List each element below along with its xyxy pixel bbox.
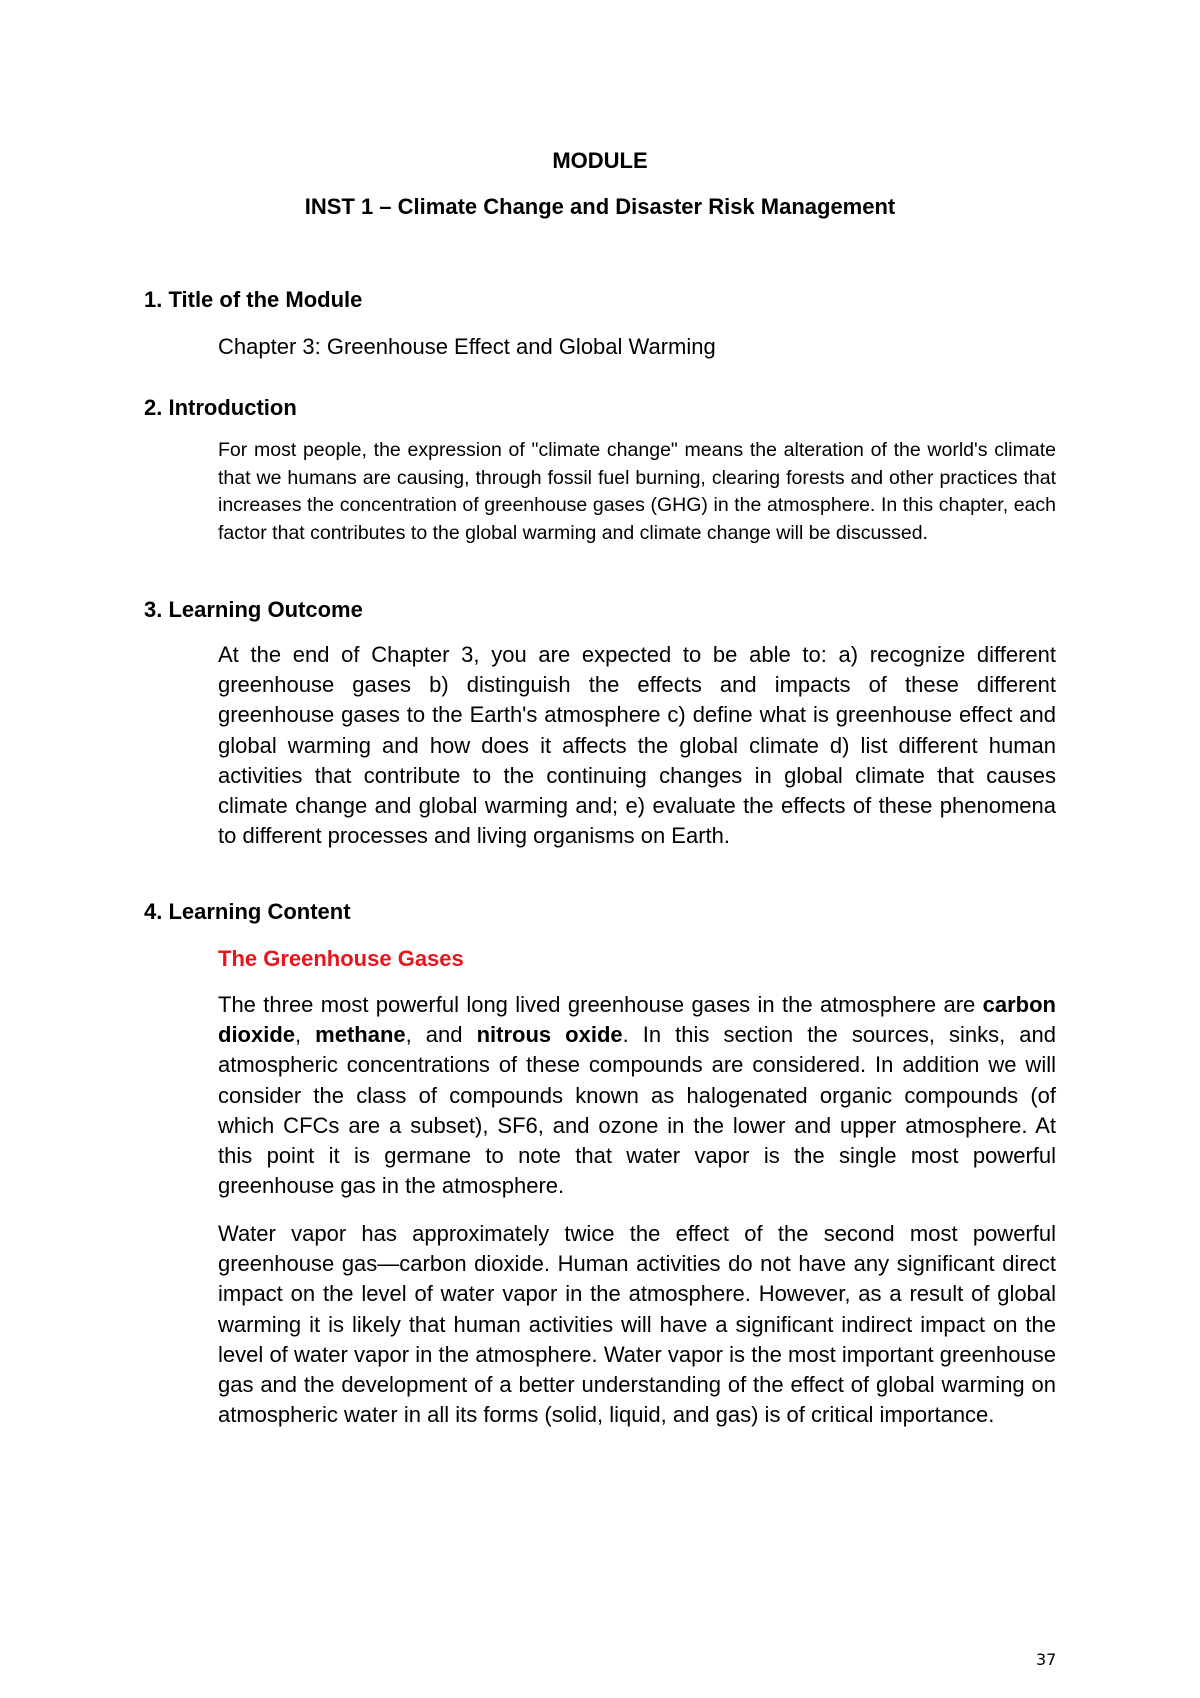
module-label: MODULE	[552, 148, 648, 173]
course-title: INST 1 – Climate Change and Disaster Risk Management	[304, 194, 896, 219]
gas-methane: methane	[315, 1022, 406, 1048]
introduction-paragraph: For most people, the expression of "climate change" means the alteration of the world's climate that we humans are causing, through fossil fuel burning, clearing forests and other practices that increases the concentration of greenhouse gases (GHG) in the atmosphere. In this chapter, each factor that contributes to the global warming and climate change will be discussed.	[218, 439, 1056, 545]
separator-text: , and	[405, 1022, 477, 1048]
learning-outcome-paragraph: At the end of Chapter 3, you are expected to be able to: a) recognize different greenhouse gases b) distinguish the effects and impacts of these different greenhouse gases to the Earth's atmosphere c) define what is greenhouse effect and global warming and how does it affects the global climate d) list different human activities that contribute to the continuing changes in global climate that causes climate change and global warming and; e) evaluate the effects of these phenomena to different processes and living organisms on Earth.	[218, 642, 1056, 849]
section-heading-title: 1. Title of the Module	[144, 287, 363, 312]
section-heading-learning-content: 4. Learning Content	[144, 899, 351, 924]
gas-nitrous-oxide: nitrous oxide	[476, 1022, 623, 1048]
module-chapter-title: Chapter 3: Greenhouse Effect and Global Warming	[218, 334, 716, 359]
section-heading-introduction: 2. Introduction	[144, 395, 297, 420]
greenhouse-gases-paragraph-2: Water vapor has approximately twice the effect of the second most powerful greenhouse gas—carbon dioxide. Human activities do not have any significant direct impact on the level of water vapor in the atmosphere. However, as a result of global warming it is likely that human activities will have a significant indirect impact on the level of water vapor in the atmosphere. Water vapor is the most important greenhouse gas and the development of a better understanding of the effect of global warming on atmospheric water in all its forms (solid, liquid, and gas) is of critical importance.	[218, 1221, 1056, 1428]
gas-carbon-dioxide: carbon dioxide	[218, 992, 1056, 1048]
section-heading-learning-outcome: 3. Learning Outcome	[144, 597, 363, 622]
page-number: 37	[1036, 1650, 1057, 1669]
greenhouse-gases-subheading: The Greenhouse Gases	[218, 946, 464, 971]
paragraph-lead-text: The three most powerful long lived greenhouse gases in the atmosphere are	[218, 992, 983, 1017]
separator-text: ,	[295, 1022, 316, 1048]
greenhouse-gases-paragraph-1	[218, 990, 1056, 1201]
paragraph-rest-text: . In this section the sources, sinks, and atmospheric concentrations of these compounds are considered. In addition we will consider the class of compounds known as halogenated organic compounds (of which CFCs are a subset), SF6, and ozone in the lower and upper atmosphere. At this point it is germane to note that water vapor is the single most powerful greenhouse gas in the atmosphere.	[218, 1022, 1056, 1199]
